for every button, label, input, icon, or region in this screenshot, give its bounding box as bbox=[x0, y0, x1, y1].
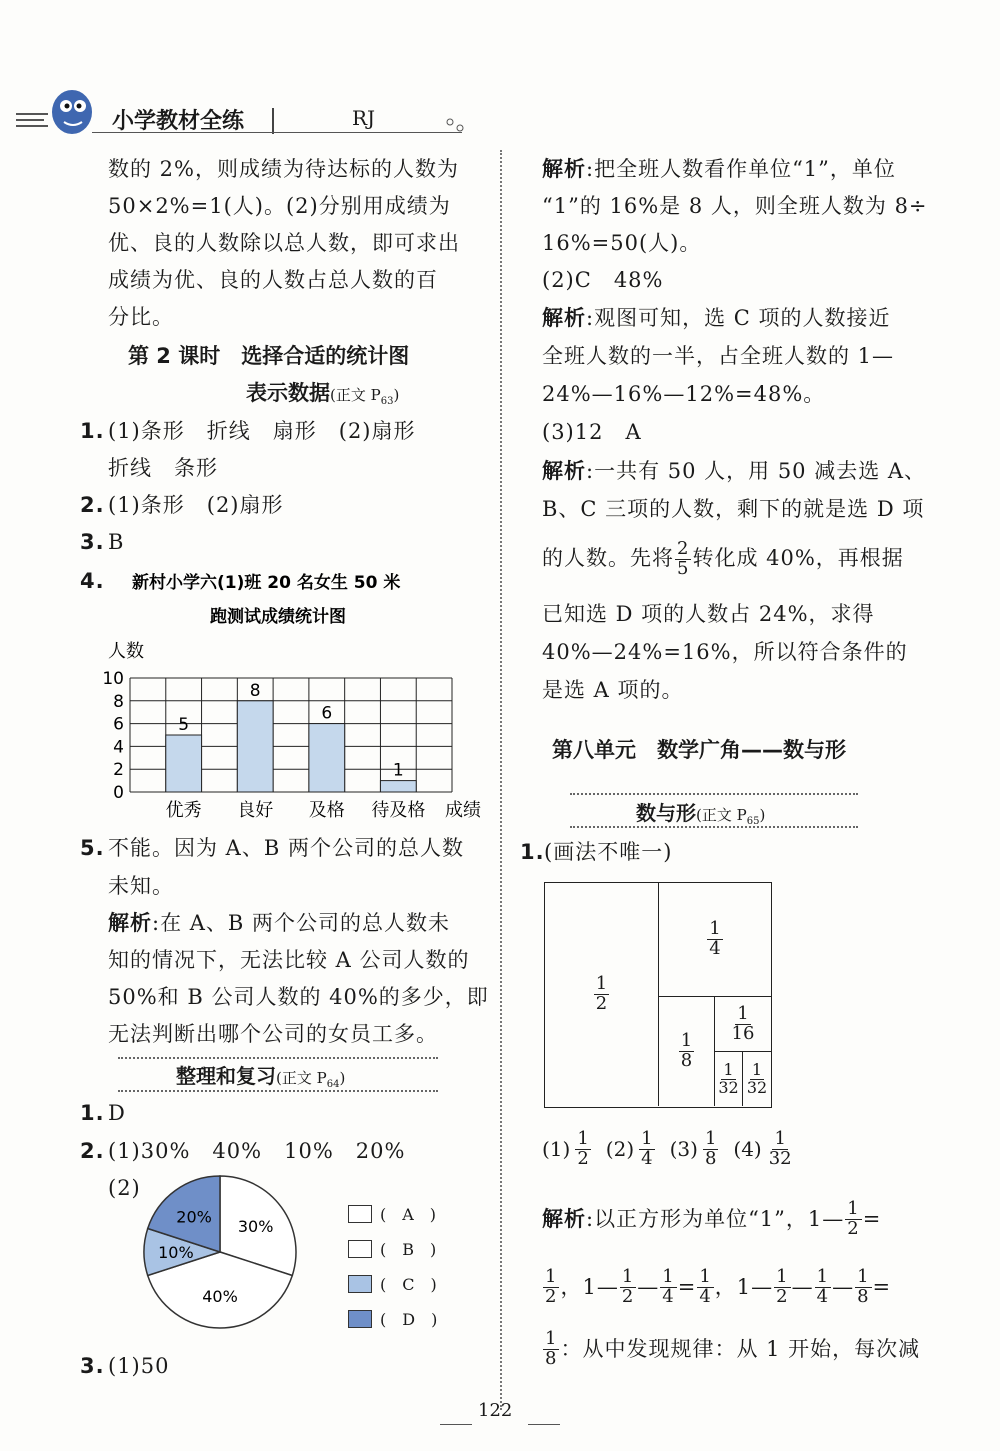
right-column bbox=[500, 0, 1000, 1451]
review-title-row bbox=[176, 1060, 345, 1090]
unit-title: 第八单元 数学广角——数与形 bbox=[552, 738, 846, 762]
fraction-thirtysecond bbox=[745, 1059, 769, 1097]
legend-item-a bbox=[348, 1196, 468, 1231]
numerator: 1 bbox=[641, 1128, 653, 1149]
legend-item-d bbox=[348, 1301, 468, 1336]
answer-2-label: (2) bbox=[605, 1137, 635, 1162]
fraction-thirtysecond bbox=[716, 1059, 740, 1097]
r3-number: 3. bbox=[80, 1354, 105, 1378]
a3-line-4: 已知选 D 项的人数占 24%，求得 bbox=[542, 602, 875, 626]
a3-line-3-post: 转化成 40%，再根据 bbox=[692, 546, 904, 570]
chart-ylabel: 人数 bbox=[108, 641, 144, 662]
y-tick-label: 0 bbox=[113, 783, 124, 803]
equals: = bbox=[862, 1206, 882, 1231]
review-rule-bottom bbox=[118, 1090, 438, 1092]
denominator: 4 bbox=[699, 1285, 712, 1307]
q2-text: (1)条形 (2)扇形 bbox=[108, 493, 284, 517]
numerator: 1 bbox=[776, 1266, 789, 1287]
a3-head: (3)12 A bbox=[542, 420, 642, 444]
fraction-two-fifths bbox=[675, 540, 691, 579]
analysis-text: :以正方形为单位“1”，1— bbox=[586, 1206, 845, 1231]
bar-data-label: 5 bbox=[178, 715, 190, 735]
subsection-ref: (正文 P bbox=[696, 806, 747, 824]
fraction-eighth bbox=[855, 1268, 871, 1307]
section-ref: (正文 P bbox=[330, 386, 381, 404]
bar bbox=[380, 781, 416, 792]
x-category-label: 及格 bbox=[308, 800, 345, 821]
x-category-label: 良好 bbox=[237, 800, 274, 821]
analysis-label: 解析 bbox=[542, 1206, 586, 1231]
chart-xlabel: 成绩 bbox=[445, 800, 481, 821]
q3-text: B bbox=[108, 530, 125, 554]
page-number-rule-right bbox=[528, 1424, 560, 1425]
a1-line-3: 16%=50(人)。 bbox=[542, 231, 702, 255]
numerator: 1 bbox=[847, 1198, 860, 1219]
region-quarter bbox=[659, 883, 771, 997]
review-ref-close: ) bbox=[339, 1069, 346, 1087]
numerator: 1 bbox=[621, 1266, 635, 1287]
fraction-half bbox=[845, 1200, 861, 1239]
pie-slice-label: 10% bbox=[158, 1243, 194, 1262]
review-rule-top bbox=[118, 1057, 438, 1059]
numerator: 1 bbox=[723, 1059, 734, 1079]
s-analysis-line-3 bbox=[542, 1330, 920, 1369]
pie-slice-label: 40% bbox=[202, 1287, 238, 1307]
numerator: 1 bbox=[709, 918, 721, 940]
s-analysis-line-1 bbox=[542, 1200, 881, 1239]
denominator: 2 bbox=[545, 1285, 558, 1307]
q4-number: 4. bbox=[80, 569, 105, 593]
denominator: 4 bbox=[641, 1147, 653, 1169]
fraction-sixteenth bbox=[730, 1002, 757, 1044]
numerator: 1 bbox=[545, 1266, 558, 1287]
chart-subtitle: 跑测试成绩统计图 bbox=[210, 607, 346, 627]
subsection-rule-top bbox=[570, 793, 858, 795]
bar bbox=[237, 701, 273, 792]
bar-chart bbox=[100, 562, 500, 832]
header-title: 小学教材全练 bbox=[112, 109, 245, 134]
review-ref-page: 64 bbox=[326, 1079, 340, 1091]
legend-swatch-d bbox=[348, 1310, 372, 1328]
section-subtitle-text: 表示数据 bbox=[246, 381, 330, 405]
denominator: 8 bbox=[704, 1147, 717, 1169]
minus: — bbox=[791, 1274, 814, 1299]
denominator: 2 bbox=[577, 1147, 589, 1169]
subsection-rule-bottom bbox=[570, 826, 858, 828]
q1-line-1: (1)条形 折线 扇形 (2)扇形 bbox=[108, 419, 416, 443]
a3-line-3 bbox=[542, 540, 904, 579]
analysis-text: :一共有 50 人，用 50 减去选 A、 bbox=[586, 459, 927, 483]
q1-line-2: 折线 条形 bbox=[108, 456, 218, 480]
legend-label-a: ( A ) bbox=[380, 1205, 437, 1224]
fraction-numerator: 2 bbox=[677, 538, 690, 560]
q5-analysis-line-2: 知的情况下，无法比较 A 公司人数的 bbox=[108, 948, 470, 972]
bar bbox=[166, 735, 202, 792]
analysis-label: 解析 bbox=[542, 306, 586, 330]
page-number: 122 bbox=[478, 1400, 513, 1421]
denominator: 16 bbox=[731, 1022, 755, 1044]
square-figure bbox=[544, 882, 772, 1108]
answer-4-fraction bbox=[767, 1130, 794, 1169]
numerator: 1 bbox=[699, 1266, 712, 1287]
fraction-quarter bbox=[707, 920, 722, 959]
denominator: 32 bbox=[718, 1077, 739, 1097]
q5-analysis-line-4: 无法判断出哪个公司的女员工多。 bbox=[108, 1022, 438, 1046]
review-ref: (正文 P bbox=[276, 1069, 327, 1087]
answers-row bbox=[542, 1130, 795, 1169]
q5-analysis-line-3: 50%和 B 公司人数的 40%的多少，即 bbox=[108, 985, 489, 1009]
q2-number: 2. bbox=[80, 493, 105, 517]
a2-line-2: 全班人数的一半，占全班人数的 1— bbox=[542, 344, 895, 368]
numerator: 1 bbox=[751, 1059, 763, 1079]
x-category-label: 待及格 bbox=[371, 800, 426, 821]
equals: = bbox=[872, 1274, 892, 1299]
denominator: 8 bbox=[680, 1050, 693, 1071]
numerator: 1 bbox=[662, 1266, 675, 1287]
text-one-minus: 1— bbox=[582, 1274, 619, 1299]
left-para-line-1: 数的 2%，则成绩为待达标的人数为 bbox=[108, 157, 459, 181]
numerator: 1 bbox=[704, 1128, 717, 1149]
analysis-text: :观图可知，选 C 项的人数接近 bbox=[586, 306, 891, 330]
a3-line-3-pre: 的人数。先将 bbox=[542, 546, 674, 570]
comma: ， bbox=[714, 1274, 737, 1299]
fraction-half bbox=[594, 975, 609, 1014]
subsection-title: 数与形 bbox=[636, 801, 696, 825]
numerator: 1 bbox=[680, 1030, 693, 1052]
r1-text: D bbox=[108, 1101, 126, 1125]
legend-label-c: ( C ) bbox=[380, 1275, 437, 1294]
a2-head: (2)C 48% bbox=[542, 268, 664, 292]
subsection-title-row bbox=[636, 797, 765, 827]
q5-analysis-line-1 bbox=[108, 905, 450, 942]
section-ref-page: 63 bbox=[380, 396, 394, 408]
r1-number: 1. bbox=[80, 1101, 105, 1125]
subsection-ref-page: 65 bbox=[746, 816, 760, 828]
region-half bbox=[545, 883, 659, 1106]
r2-text: (1)30% 40% 10% 20% bbox=[108, 1139, 406, 1163]
answer-3-label: (3) bbox=[669, 1137, 698, 1162]
fraction-eighth bbox=[679, 1032, 694, 1071]
chart-title: 新村小学六(1)班 20 名女生 50 米 bbox=[132, 573, 401, 593]
numerator: 1 bbox=[577, 1128, 589, 1149]
rule-text: ：从中发现规律：从 1 开始，每次减 bbox=[560, 1336, 921, 1361]
numerator: 1 bbox=[545, 1328, 558, 1349]
fraction-half bbox=[620, 1268, 636, 1307]
x-category-label: 优秀 bbox=[165, 800, 202, 821]
legend-swatch-b bbox=[348, 1240, 372, 1258]
a3-line-1 bbox=[542, 453, 926, 490]
denominator: 4 bbox=[662, 1285, 675, 1307]
y-tick-label: 10 bbox=[102, 669, 124, 689]
s-analysis-line-2 bbox=[542, 1268, 891, 1307]
bar bbox=[309, 724, 345, 792]
left-para-line-5: 分比。 bbox=[108, 305, 174, 329]
y-tick-label: 6 bbox=[113, 714, 124, 735]
analysis-label: 解析 bbox=[108, 911, 152, 935]
q3-number: 3. bbox=[80, 530, 105, 554]
a2-line-1 bbox=[542, 300, 891, 337]
answer-2-fraction bbox=[639, 1130, 654, 1169]
bar-data-label: 8 bbox=[249, 680, 261, 701]
denominator: 2 bbox=[847, 1217, 860, 1239]
a1-line-1 bbox=[542, 151, 896, 188]
region-sixteenth bbox=[715, 997, 771, 1052]
r3-text: (1)50 bbox=[108, 1354, 170, 1378]
header-edition: RJ bbox=[352, 106, 376, 130]
y-tick-label: 2 bbox=[113, 760, 124, 781]
s1-number: 1. bbox=[520, 840, 545, 864]
denominator: 4 bbox=[709, 938, 721, 959]
analysis-text: :把全班人数看作单位“1”，单位 bbox=[586, 157, 896, 181]
denominator: 32 bbox=[768, 1147, 792, 1169]
region-thirtysecond-a bbox=[715, 1052, 743, 1106]
fraction-quarter bbox=[697, 1268, 713, 1307]
region-eighth bbox=[659, 997, 715, 1106]
fraction-denominator: 5 bbox=[677, 558, 690, 579]
a3-line-5: 40%—24%=16%，所以符合条件的 bbox=[542, 640, 908, 664]
analysis-label: 解析 bbox=[542, 157, 586, 181]
pie-legend bbox=[348, 1196, 468, 1336]
a3-line-2: B、C 三项的人数，剩下的就是选 D 项 bbox=[542, 497, 925, 521]
fraction-eighth bbox=[543, 1330, 559, 1369]
bar-data-label: 1 bbox=[392, 760, 404, 781]
s1-text: (画法不唯一) bbox=[544, 840, 673, 864]
text-one-minus: 1— bbox=[736, 1274, 774, 1299]
legend-label-b: ( B ) bbox=[380, 1240, 437, 1259]
minus: — bbox=[832, 1274, 855, 1299]
answer-3-fraction bbox=[703, 1130, 718, 1169]
section-subtitle bbox=[246, 377, 399, 407]
a1-line-2: “1”的 16%是 8 人，则全班人数为 8÷ bbox=[542, 194, 928, 218]
legend-item-b bbox=[348, 1231, 468, 1266]
fraction-half bbox=[774, 1268, 790, 1307]
answer-1-fraction bbox=[575, 1130, 590, 1169]
subsection-ref-close: ) bbox=[759, 806, 766, 824]
legend-swatch-c bbox=[348, 1275, 372, 1293]
legend-label-d: ( D ) bbox=[380, 1310, 438, 1329]
numerator: 1 bbox=[774, 1128, 786, 1149]
q5-line-2: 未知。 bbox=[108, 874, 174, 898]
numerator: 1 bbox=[737, 1002, 749, 1024]
answer-4-label: (4) bbox=[733, 1137, 762, 1162]
y-tick-label: 4 bbox=[113, 737, 124, 758]
comma: ， bbox=[560, 1274, 583, 1299]
region-thirtysecond-b bbox=[743, 1052, 771, 1106]
denominator: 2 bbox=[621, 1285, 635, 1307]
answer-1-label: (1) bbox=[542, 1137, 571, 1162]
numerator: 1 bbox=[595, 973, 608, 995]
denominator: 4 bbox=[816, 1285, 830, 1307]
legend-swatch-a bbox=[348, 1205, 372, 1223]
fraction-quarter bbox=[815, 1268, 831, 1307]
r2-sub: (2) bbox=[108, 1176, 141, 1200]
q1-number: 1. bbox=[80, 419, 105, 443]
equals: = bbox=[677, 1274, 697, 1299]
section-title: 第 2 课时 选择合适的统计图 bbox=[128, 344, 410, 368]
pie-slice-label: 20% bbox=[176, 1207, 212, 1227]
left-para-line-4: 成绩为优、良的人数占总人数的百 bbox=[108, 268, 438, 292]
minus: — bbox=[637, 1274, 660, 1299]
left-para-line-3: 优、良的人数除以总人数，即可求出 bbox=[108, 231, 460, 255]
denominator: 2 bbox=[776, 1285, 789, 1307]
q5-line-1: 不能。因为 A、B 两个公司的总人数 bbox=[108, 836, 464, 860]
denominator: 8 bbox=[857, 1285, 870, 1307]
legend-item-c bbox=[348, 1266, 468, 1301]
a3-line-6: 是选 A 项的。 bbox=[542, 678, 684, 702]
review-title: 整理和复习 bbox=[176, 1064, 276, 1088]
y-tick-label: 8 bbox=[113, 691, 124, 712]
numerator: 1 bbox=[816, 1266, 830, 1287]
numerator: 1 bbox=[857, 1266, 870, 1287]
analysis-text: :在 A、B 两个公司的总人数未 bbox=[152, 911, 451, 935]
pie-slice-label: 30% bbox=[237, 1217, 274, 1237]
fraction-quarter bbox=[660, 1268, 676, 1307]
denominator: 8 bbox=[545, 1347, 558, 1369]
analysis-label: 解析 bbox=[542, 459, 586, 483]
section-ref-close: ) bbox=[393, 386, 400, 404]
a2-line-3: 24%—16%—12%=48%。 bbox=[542, 382, 826, 406]
denominator: 2 bbox=[595, 993, 608, 1014]
left-para-line-2: 50×2%=1(人)。(2)分别用成绩为 bbox=[108, 194, 451, 218]
q5-number: 5. bbox=[80, 836, 105, 860]
denominator: 32 bbox=[746, 1077, 768, 1097]
r2-number: 2. bbox=[80, 1139, 105, 1163]
bar-data-label: 6 bbox=[321, 703, 333, 724]
page-number-rule-left bbox=[440, 1424, 472, 1425]
fraction-half bbox=[543, 1268, 559, 1307]
